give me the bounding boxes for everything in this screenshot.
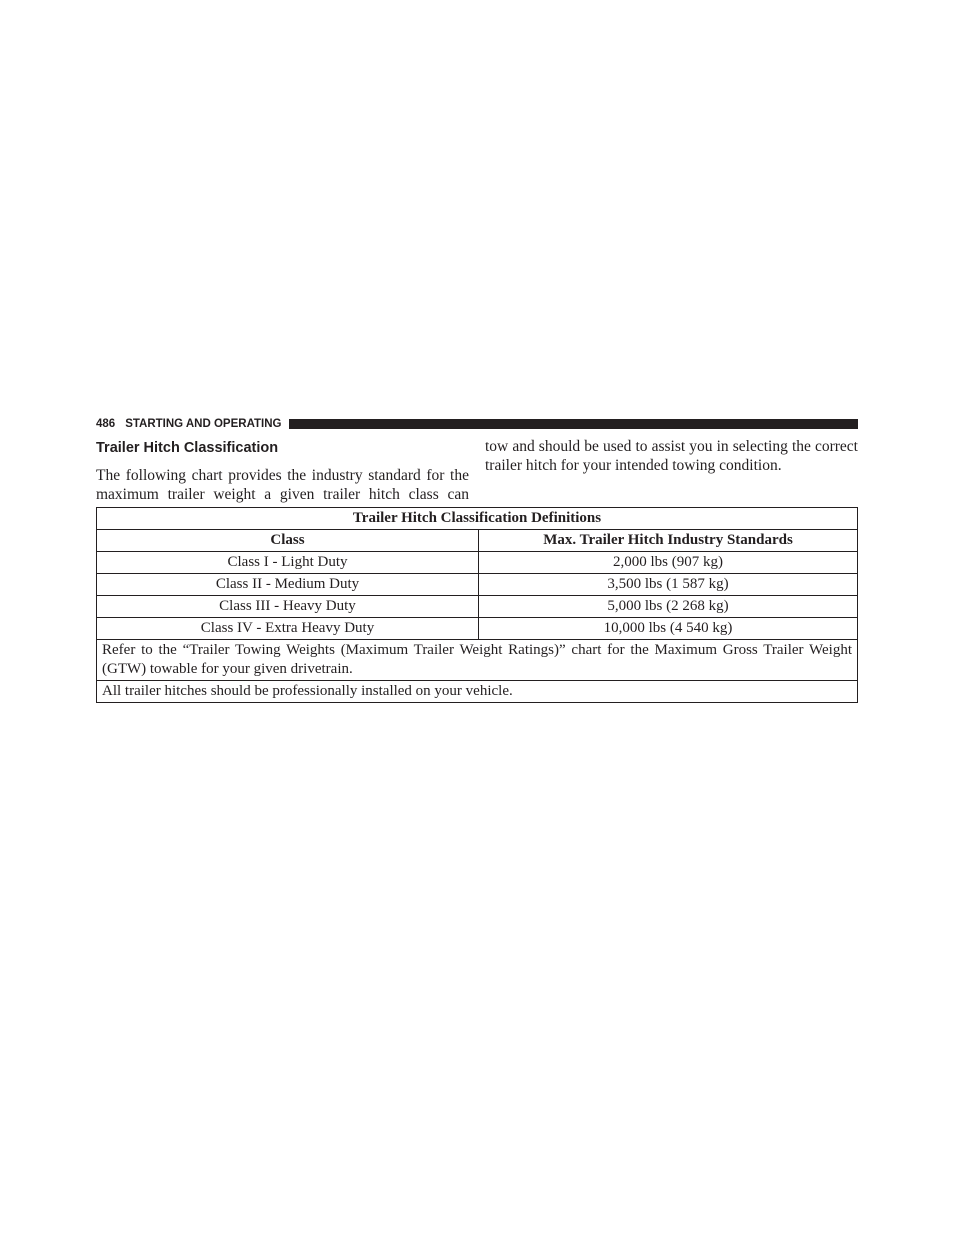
column-header-class: Class <box>97 530 479 552</box>
standard-cell: 5,000 lbs (2 268 kg) <box>479 596 858 618</box>
header-rule <box>289 419 859 429</box>
column-header-standards: Max. Trailer Hitch Industry Standards <box>479 530 858 552</box>
section-name: STARTING AND OPERATING <box>125 418 282 430</box>
standard-cell: 2,000 lbs (907 kg) <box>479 552 858 574</box>
table-note-row <box>97 640 858 681</box>
table-row <box>97 574 858 596</box>
section-title: Trailer Hitch Classification <box>96 440 279 456</box>
towing-weights-note: Refer to the “Trailer Towing Weights (Maximum Trailer Weight Ratings)” chart for the Maximum Gross Trailer Weight (GTW) towable for your given drivetrain. <box>97 640 858 681</box>
standard-cell: 3,500 lbs (1 587 kg) <box>479 574 858 596</box>
intro-paragraph-right: tow and should be used to assist you in selecting the correct trailer hitch for your intended towing condition. <box>485 438 858 474</box>
page-number: 486 <box>96 418 116 430</box>
left-column <box>96 437 469 504</box>
class-cell: Class I - Light Duty <box>97 552 479 574</box>
class-cell: Class IV - Extra Heavy Duty <box>97 618 479 640</box>
hitch-classification-table <box>96 507 858 703</box>
table-note-row <box>97 681 858 703</box>
standard-cell: 10,000 lbs (4 540 kg) <box>479 618 858 640</box>
class-cell: Class II - Medium Duty <box>97 574 479 596</box>
installation-note: All trailer hitches should be professionally installed on your vehicle. <box>97 681 858 703</box>
table-header-row <box>97 530 858 552</box>
right-column <box>485 437 858 475</box>
class-cell: Class III - Heavy Duty <box>97 596 479 618</box>
page-header <box>96 417 858 431</box>
intro-paragraph-left: The following chart provides the industry standard for the maximum trailer weight a given trailer hitch class can <box>96 467 469 503</box>
table-title: Trailer Hitch Classification Definitions <box>97 508 858 530</box>
table-row <box>97 552 858 574</box>
table-title-row <box>97 508 858 530</box>
table-row <box>97 618 858 640</box>
table-row <box>97 596 858 618</box>
